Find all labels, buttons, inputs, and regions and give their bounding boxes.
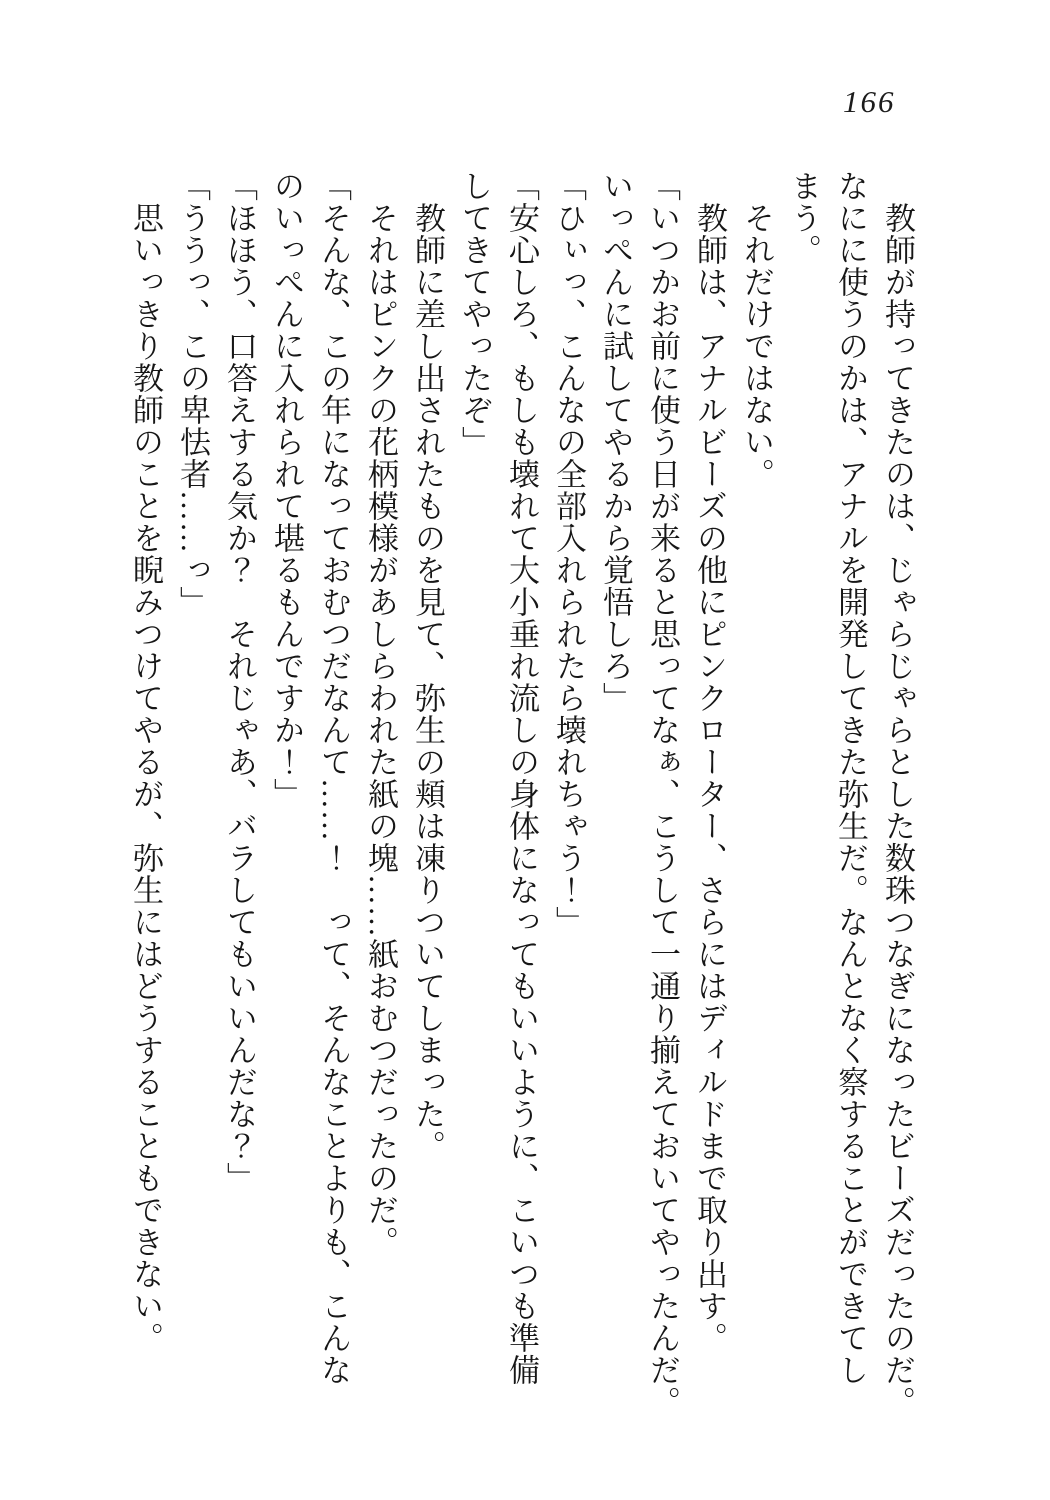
text-line: 教師が持ってきたのは、じゃらじゃらとした数珠つなぎになったビーズだったのだ。	[880, 202, 915, 1418]
text-line: 「ひぃっ、こんなの全部入れられたら壊れちゃう！」	[551, 170, 586, 938]
text-line: 教師に差し出されたものを見て、弥生の頬は凍りついてしまった。	[410, 202, 445, 1162]
text-line: してきてやったぞ」	[457, 170, 492, 458]
text-line: 教師は、アナルビーズの他にピンクローター、さらにはディルドまで取り出す。	[692, 202, 727, 1354]
text-block	[122, 170, 921, 1422]
text-line: のいっぺんに入れられて堪るもんですか！」	[269, 170, 304, 810]
page-number: 166	[843, 84, 896, 119]
text-line: それはピンクの花柄模様があしらわれた紙の塊……紙おむつだったのだ。	[363, 202, 398, 1258]
text-line: 「安心しろ、もしも壊れて大小垂れ流しの身体になってもいいように、こいつも準備	[504, 170, 539, 1386]
text-line: 思いっきり教師のことを睨みつけてやるが、弥生にはどうすることもできない。	[128, 202, 163, 1354]
text-line: それだけではない。	[739, 202, 774, 490]
text-line: なにに使うのかは、アナルを開発してきた弥生だ。なんとなく察することができてし	[833, 170, 868, 1386]
text-line: 「いつかお前に使う日が来ると思ってなぁ、こうして一通り揃えておいてやったんだ。	[645, 170, 680, 1418]
text-line: 「ううっ、この卑怯者……っ」	[175, 170, 210, 618]
text-line: いっぺんに試してやるから覚悟しろ」	[598, 170, 633, 714]
text-line: 「そんな、この年になっておむつだなんて……！ って、そんなことよりも、こんな	[316, 170, 351, 1386]
text-line: まう。	[786, 170, 821, 266]
text-line: 「ほほう、口答えする気か？ それじゃあ、バラしてもいいんだな？」	[222, 170, 257, 1194]
